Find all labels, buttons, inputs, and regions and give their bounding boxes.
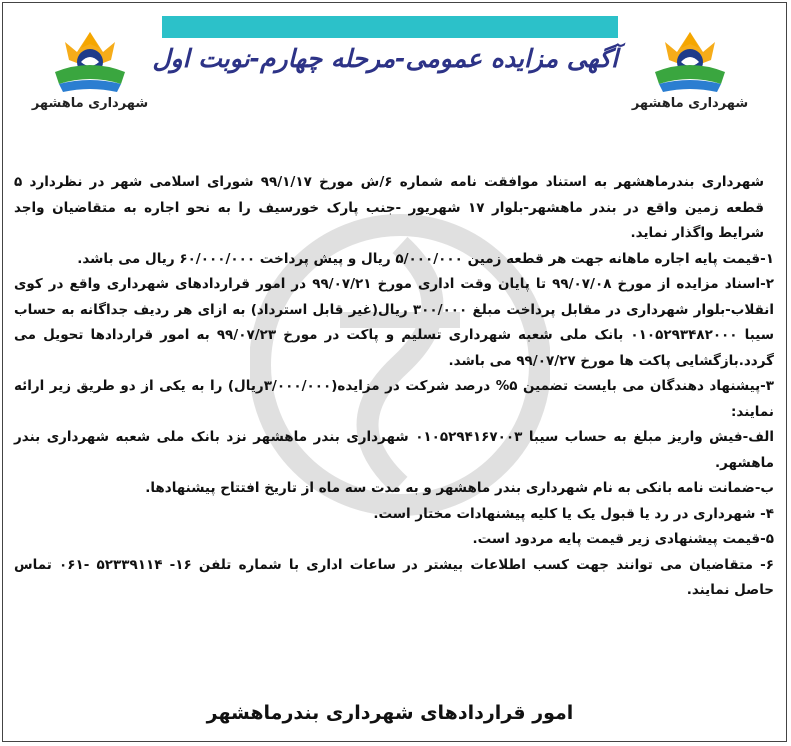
item-1: ۱-قیمت پایه اجاره ماهانه جهت هر قطعه زمین ۵/۰۰۰/۰۰۰ ریال و پیش پرداخت ۶۰/۰۰۰/۰۰۰ ریال می باشد. — [77, 250, 774, 267]
logo-right — [630, 28, 750, 124]
municipality-logo-icon — [45, 28, 135, 94]
announcement-body — [14, 170, 774, 604]
item-5: ۵-قیمت پیشنهادی زیر قیمت پایه مردود است. — [472, 531, 774, 547]
page-title: آگهی مزایده عمومی-مرحله چهارم-نوبت اول — [152, 44, 618, 73]
item-3b: ب-ضمانت نامه بانکی به نام شهرداری بندر ماهشهر و به مدت سه ماه از تاریخ افتتاح پیشنهادها. — [145, 480, 774, 496]
logo-caption: شهرداری ماهشهر — [631, 96, 749, 111]
logo-caption: شهرداری ماهشهر — [31, 96, 149, 111]
footer-signature: امور قراردادهای شهرداری بندرماهشهر — [206, 702, 574, 724]
item-2: ۲-اسناد مزایده از مورخ ۹۹/۰۷/۰۸ تا پایان وقت اداری مورخ ۹۹/۰۷/۲۱ در امور قراردادهای شهرداری واقع در کوی انقلاب-بلوار شهرداری در مقابل پرداخت مبلغ ۳۰۰/۰۰۰ ریال(غیر قابل استرداد) به ازای هر ردیف جداگانه به حساب سیبا ۰۱۰۵۲۹۳۴۸۲۰۰۰ بانک ملی شعبه شهرداری تسلیم و پاکت در مورخ ۹۹/۰۷/۲۳ به امور قراردادها تحویل می گردد.بازگشایی پاکت ها مورخ ۹۹/۰۷/۲۷ می باشد. — [14, 276, 775, 369]
municipality-logo-icon — [645, 28, 735, 94]
item-3: ۳-پیشنهاد دهندگان می بایست تضمین ۵% درصد شرکت در مزایده(۳/۰۰۰/۰۰۰ریال) را به یکی از دو طریق زیر ارائه نمایند: — [14, 378, 775, 420]
header-accent-bar — [162, 16, 618, 38]
logo-left — [30, 28, 150, 124]
intro-paragraph: شهرداری بندرماهشهر به استناد موافقت نامه شماره ۶/ش مورخ ۹۹/۱/۱۷ شورای اسلامی شهر در نظردارد ۵ قطعه زمین واقع در بندر ماهشهر-بلوار ۱۷ شهریور -جنب پارک خورسیف را به نحو اجاره به متقاضیان واجد شرایط واگذار نماید. — [14, 174, 764, 241]
item-6: ۶- متقاضیان می توانند جهت کسب اطلاعات بیشتر در ساعات اداری با شماره تلفن ۱۶- ۵۲۳۳۹۱۱۴ -۰۶۱ تماس حاصل نمایند. — [14, 556, 774, 598]
item-4: ۴- شهرداری در رد یا قبول یک یا کلیه پیشنهادات مختار است. — [373, 505, 774, 522]
item-3a: الف-فیش واریز مبلغ به حساب سیبا ۰۱۰۵۲۹۴۱۶۷۰۰۳ شهرداری بندر ماهشهر نزد بانک ملی شعبه شهرداری بندر ماهشهر. — [14, 429, 774, 471]
